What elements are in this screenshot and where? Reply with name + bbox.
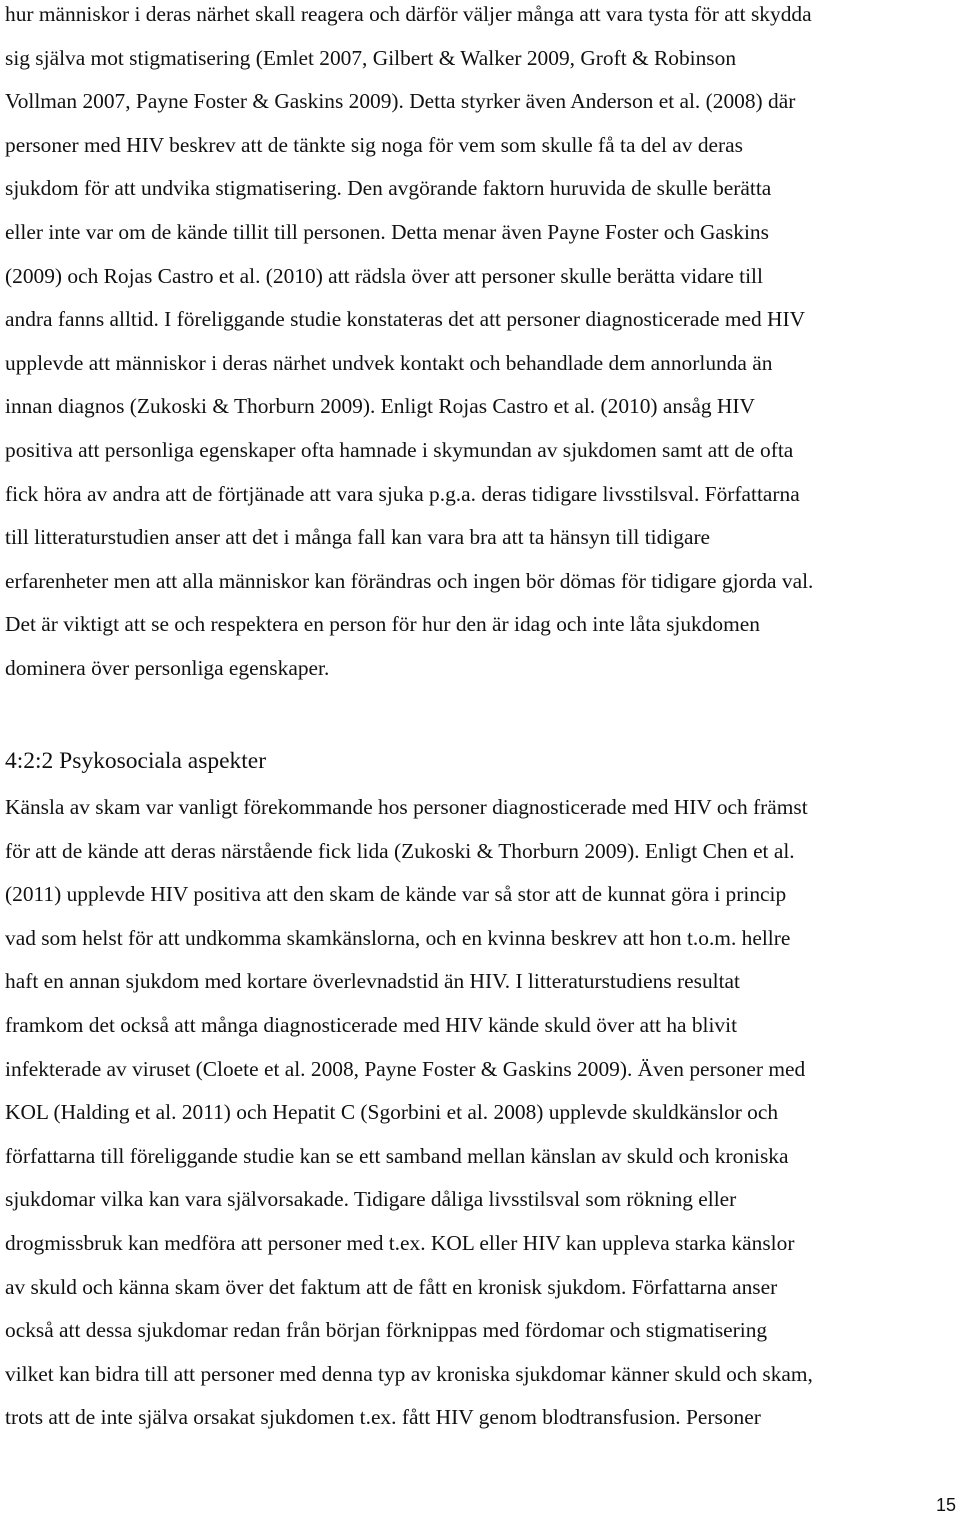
text-line: Vollman 2007, Payne Foster & Gaskins 2009). Detta styrker även Anderson et al. (2008) där xyxy=(5,89,796,114)
text-line: författarna till föreliggande studie kan se ett samband mellan känslan av skuld och kroniska xyxy=(5,1143,789,1168)
text-line: innan diagnos (Zukoski & Thorburn 2009). Enligt Rojas Castro et al. (2010) ansåg HIV xyxy=(5,394,755,419)
text-line: eller inte var om de kände tillit till personen. Detta menar även Payne Foster och Gaskins xyxy=(5,219,769,244)
text-line: för att de kände att deras närstående fick lida (Zukoski & Thorburn 2009). Enligt Chen et al. xyxy=(5,838,795,863)
text-line: sjukdom för att undvika stigmatisering. Den avgörande faktorn huruvida de skulle berätta xyxy=(5,176,772,201)
text-line: (2011) upplevde HIV positiva att den skam de kände var så stor att de kunnat göra i princip xyxy=(5,882,787,907)
text-line: andra fanns alltid. I föreliggande studie konstateras det att personer diagnosticerade med HIV xyxy=(5,307,806,332)
text-line: vad som helst för att undkomma skamkänslorna, och en kvinna beskrev att hon t.o.m. hellre xyxy=(5,925,791,950)
text-line: sig själva mot stigmatisering (Emlet 2007, Gilbert & Walker 2009, Groft & Robinson xyxy=(5,45,737,70)
text-line: personer med HIV beskrev att de tänkte sig noga för vem som skulle få ta del av deras xyxy=(5,132,743,157)
text-line: Det är viktigt att se och respektera en person för hur den är idag och inte låta sjukdomen xyxy=(5,612,760,637)
page-number: 15 xyxy=(935,1495,956,1515)
text-line: upplevde att människor i deras närhet undvek kontakt och behandlade dem annorlunda än xyxy=(5,350,773,375)
text-line: trots att de inte själva orsakat sjukdomen t.ex. fått HIV genom blodtransfusion. Personer xyxy=(5,1405,761,1430)
text-line: drogmissbruk kan medföra att personer med t.ex. KOL eller HIV kan uppleva starka känslor xyxy=(5,1230,795,1255)
text-line: vilket kan bidra till att personer med denna typ av kroniska sjukdomar känner skuld och skam, xyxy=(5,1361,813,1386)
text-line: till litteraturstudien anser att det i många fall kan vara bra att ta hänsyn till tidigare xyxy=(5,525,711,550)
text-line: fick höra av andra att de förtjänade att vara sjuka p.g.a. deras tidigare livsstilsval. Författarna xyxy=(5,481,800,506)
text-line: KOL (Halding et al. 2011) och Hepatit C (Sgorbini et al. 2008) upplevde skuldkänslor och xyxy=(5,1100,779,1125)
text-line: haft en annan sjukdom med kortare överlevnadstid än HIV. I litteraturstudiens resultat xyxy=(5,969,740,994)
text-line: infekterade av viruset (Cloete et al. 2008, Payne Foster & Gaskins 2009). Även personer med xyxy=(5,1056,806,1081)
text-line: positiva att personliga egenskaper ofta hamnade i skymundan av sjukdomen samt att de ofta xyxy=(5,437,794,462)
text-line: (2009) och Rojas Castro et al. (2010) att rädsla över att personer skulle berätta vidare till xyxy=(5,263,763,288)
text-line: framkom det också att många diagnosticerade med HIV kände skuld över att ha blivit xyxy=(5,1012,738,1037)
text-line: också att dessa sjukdomar redan från början förknippas med fördomar och stigmatisering xyxy=(5,1318,768,1343)
text-line: av skuld och känna skam över det faktum att de fått en kronisk sjukdom. Författarna anser xyxy=(5,1274,778,1299)
text-line: sjukdomar vilka kan vara självorsakade. Tidigare dåliga livsstilsval som rökning eller xyxy=(5,1187,737,1212)
text-line: dominera över personliga egenskaper. xyxy=(5,655,330,680)
text-line: hur människor i deras närhet skall reagera och därför väljer många att vara tysta för att skydda xyxy=(5,2,812,26)
paragraph-stigmatisering xyxy=(5,0,957,691)
text-line: Känsla av skam var vanligt förekommande hos personer diagnosticerade med HIV och främst xyxy=(5,795,808,819)
text-line: erfarenheter men att alla människor kan förändras och ingen bör dömas för tidigare gjorda val. xyxy=(5,568,814,593)
section-heading: 4:2:2 Psykosociala aspekter xyxy=(5,748,267,774)
paragraph-psykosociala xyxy=(5,786,957,1440)
